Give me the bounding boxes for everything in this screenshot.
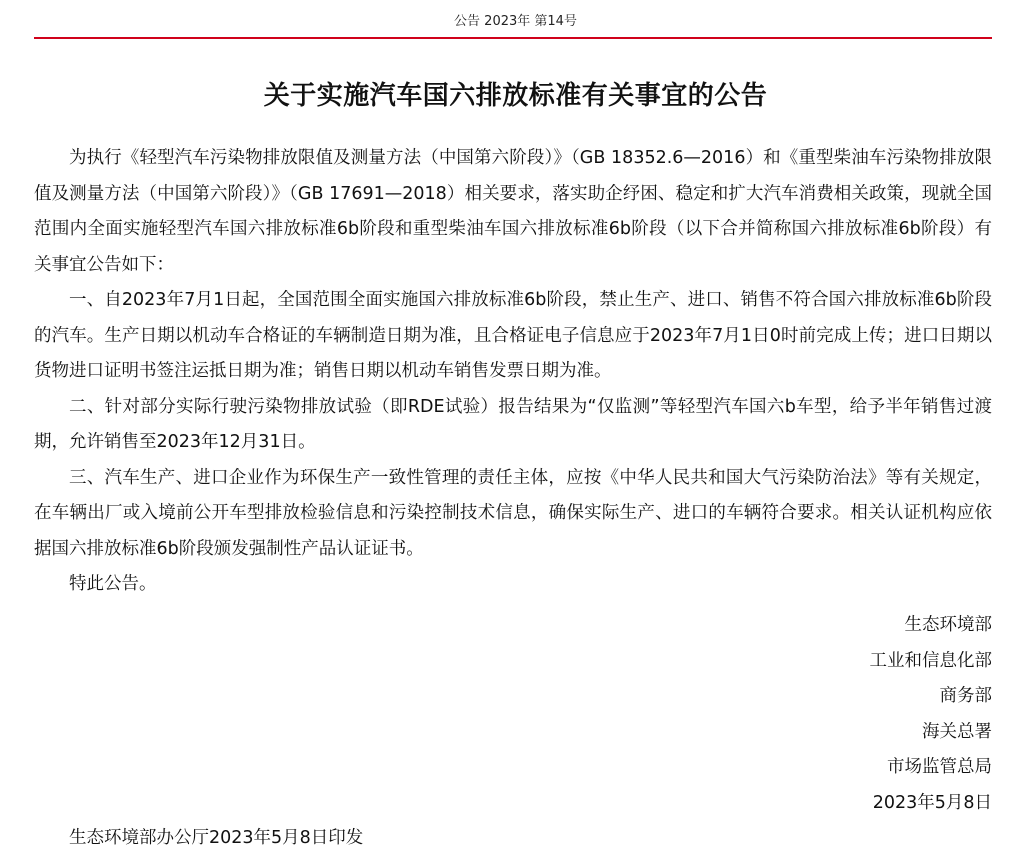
article-two: 二、针对部分实际行驶污染物排放试验（即RDE试验）报告结果为“仅监测”等轻型汽车国六b车型，给予半年销售过渡期，允许销售至2023年12月31日。 bbox=[34, 396, 992, 452]
signatory-samr: 市场监管总局 bbox=[887, 757, 992, 777]
article-three: 三、汽车生产、进口企业作为环保生产一致性管理的责任主体，应按《中华人民共和国大气污染防治法》等有关规定，在车辆出厂或入境前公开车型排放检验信息和污染控制技术信息，确保实际生产、进口的车辆符合要求。相关认证机构应依据国六排放标准6b阶段颁发强制性产品认证证书。 bbox=[34, 467, 992, 559]
document-number: 公告 2023年 第14号 bbox=[454, 14, 577, 29]
issue-date: 2023年5月8日 bbox=[872, 792, 992, 813]
signatory-mofcom: 商务部 bbox=[939, 686, 992, 706]
document-body bbox=[34, 141, 992, 603]
red-divider bbox=[34, 37, 992, 39]
signatory-miit: 工业和信息化部 bbox=[869, 650, 992, 671]
article-one: 一、自2023年7月1日起，全国范围全面实施国六排放标准6b阶段，禁止生产、进口、销售不符合国六排放标准6b阶段的汽车。生产日期以机动车合格证的车辆制造日期为准，且合格证电子信息应于2023年7月1日0时前完成上传；进口日期以货物进口证明书签注运抵日期为准；销售日期以机动车销售发票日期为准。 bbox=[34, 290, 992, 381]
page-title: 关于实施汽车国六排放标准有关事宜的公告 bbox=[263, 81, 768, 111]
closing-remark: 特此公告。 bbox=[69, 574, 157, 594]
signatory-customs: 海关总署 bbox=[922, 721, 992, 742]
print-note: 生态环境部办公厅2023年5月8日印发 bbox=[69, 828, 364, 848]
intro-paragraph: 为执行《轻型汽车污染物排放限值及测量方法（中国第六阶段）》（GB 18352.6—2016）和《重型柴油车污染物排放限值及测量方法（中国第六阶段）》（GB 17691—2018）相关要求，落实助企纾困、稳定和扩大汽车消费相关政策，现就全国范围内全面实施轻型汽车国六排放标准6b阶段和重型柴油车国六排放标准6b阶段（以下合并简称国六排放标准6b阶段）有关事宜公告如下： bbox=[34, 148, 992, 275]
signatory-mee: 生态环境部 bbox=[904, 615, 992, 635]
signature-block bbox=[870, 608, 993, 821]
